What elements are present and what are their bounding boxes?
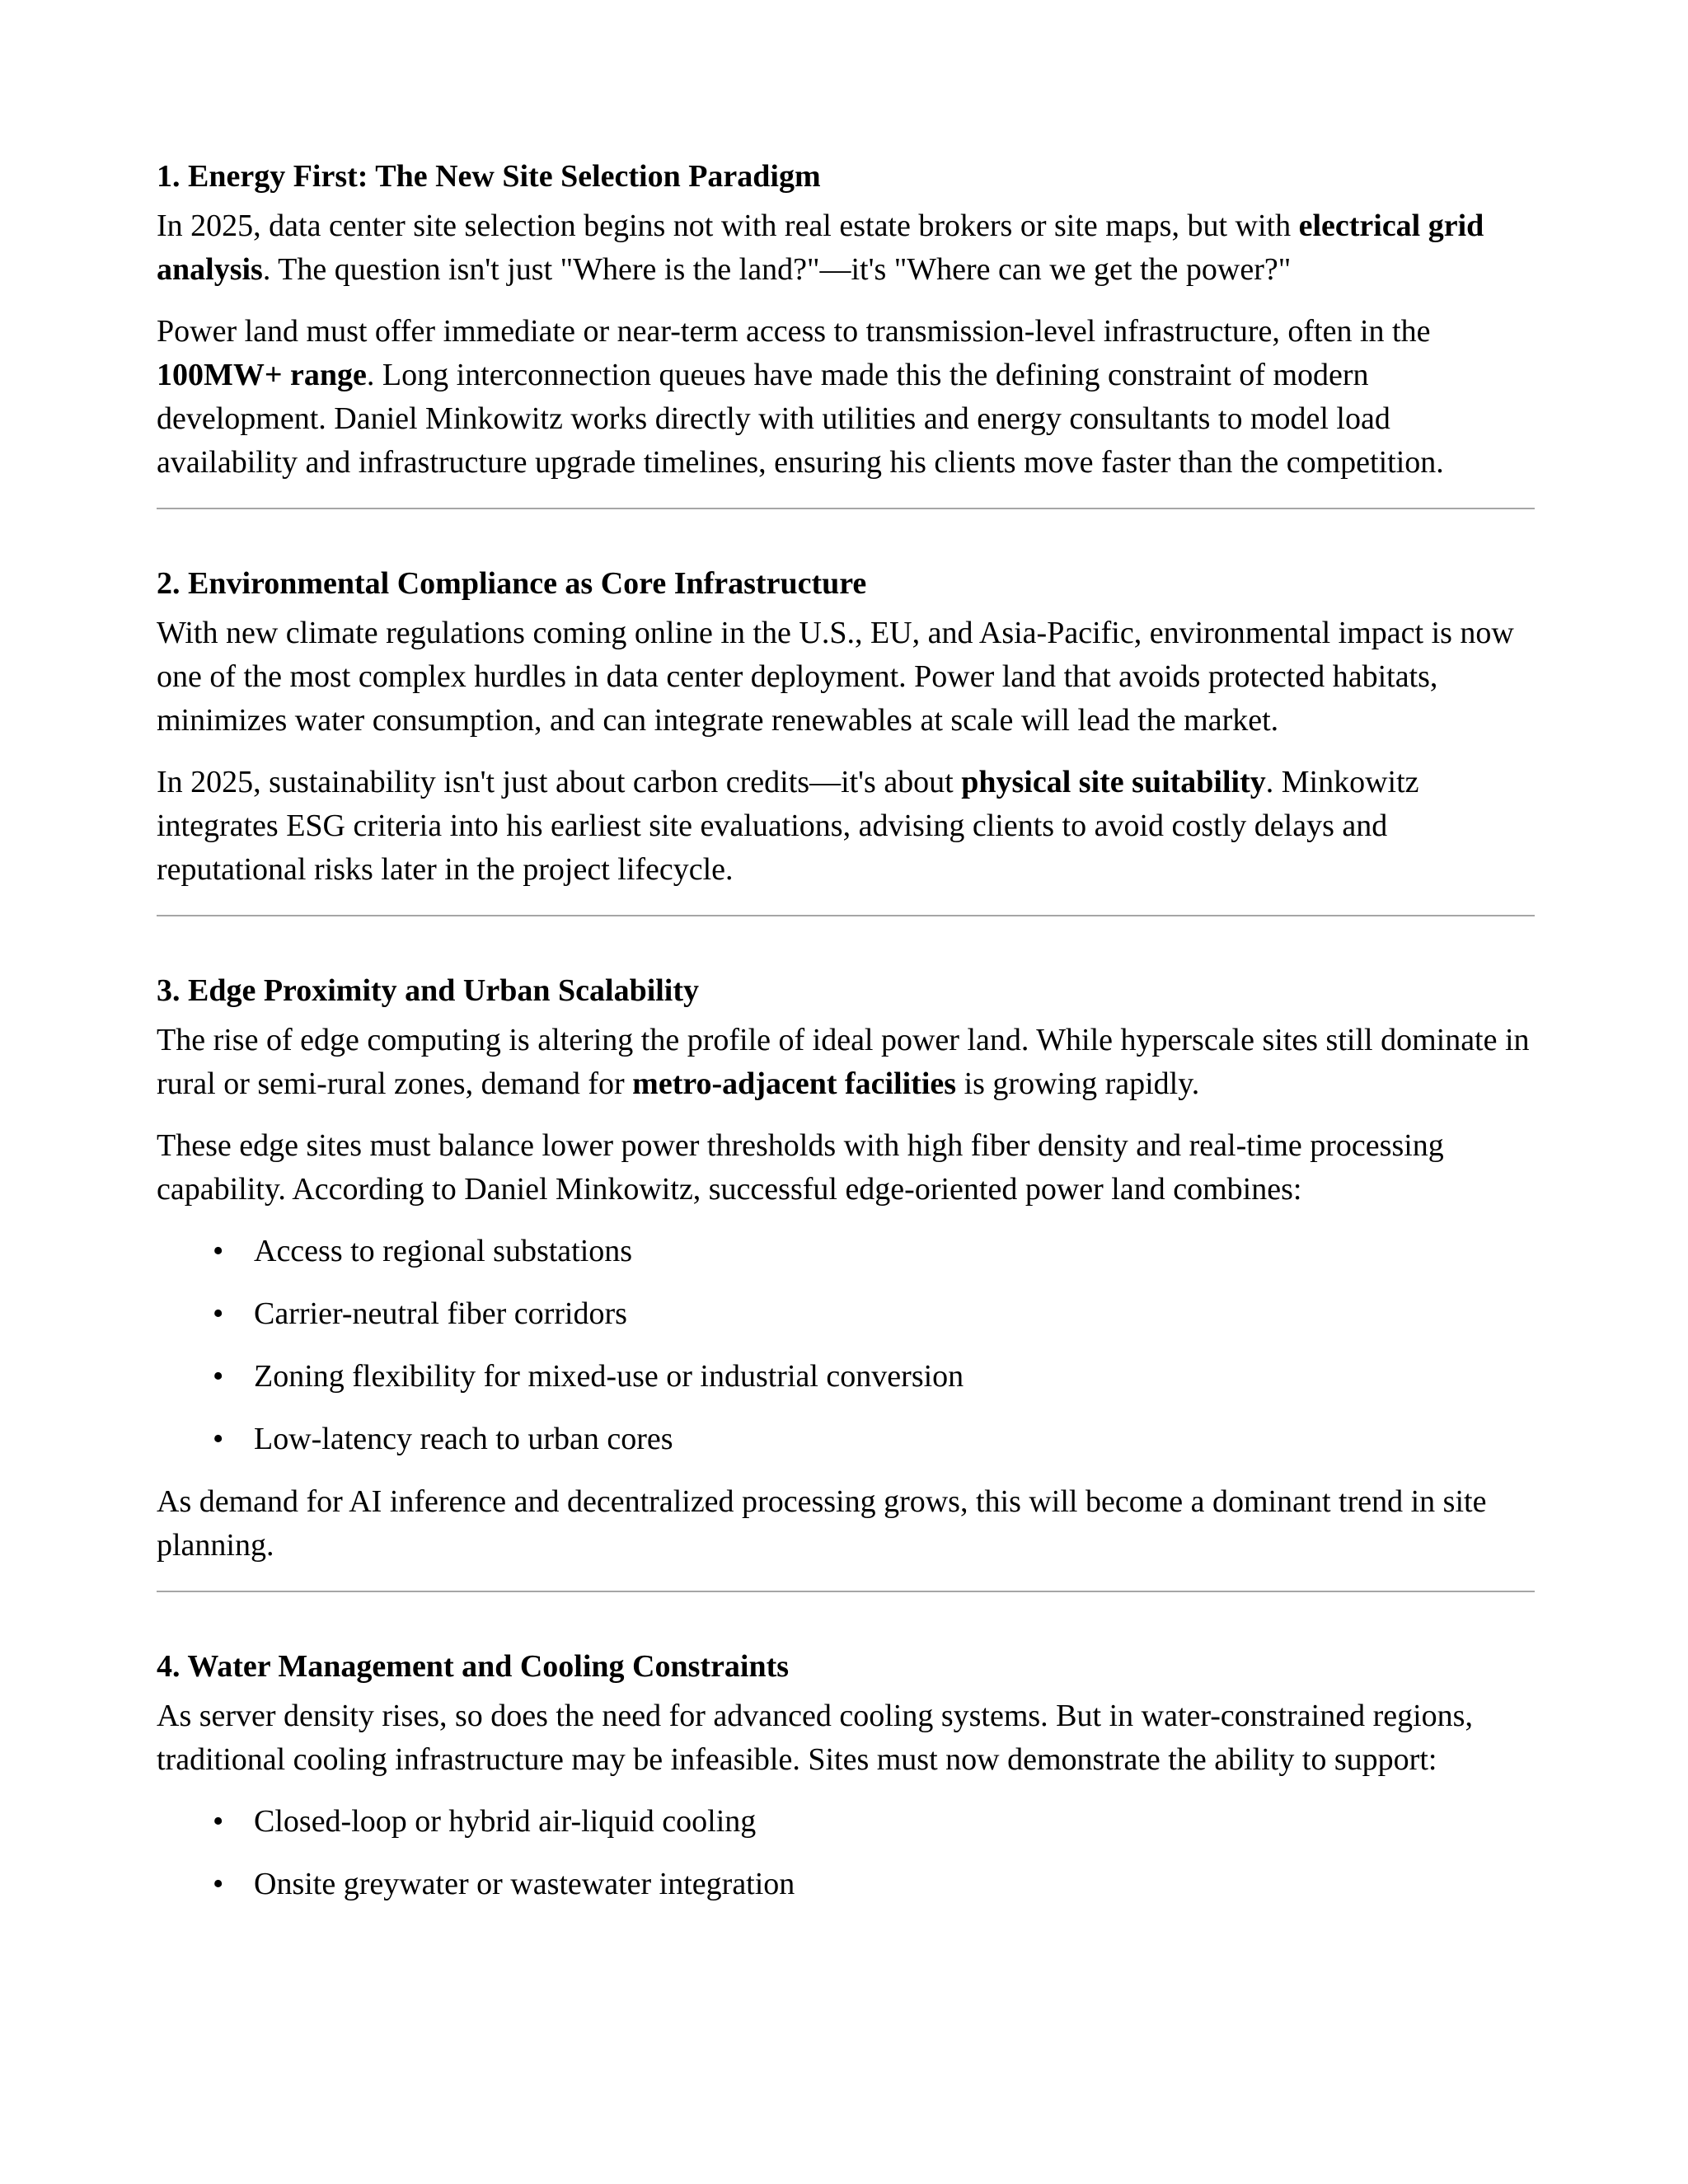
section-environmental-compliance [157, 564, 1535, 892]
list-item [157, 1800, 1535, 1844]
paragraph: As demand for AI inference and decentralized processing grows, this will become a dominant trend in site planning. [157, 1484, 1487, 1563]
paragraph [157, 1019, 1535, 1106]
list-item [157, 1292, 1535, 1336]
section-energy-first [157, 157, 1535, 485]
paragraph: These edge sites must balance lower power thresholds with high fiber density and real-time processing capability. According to Daniel Minkowitz, successful edge-oriented power land combines: [157, 1128, 1444, 1207]
paragraph [157, 310, 1535, 485]
list-item-text: Access to regional substations [254, 1234, 633, 1268]
paragraph: With new climate regulations coming online in the U.S., EU, and Asia-Pacific, environmental impact is now one of the most complex hurdles in data center deployment. Power land that avoids protected habitats, minimizes water consumption, and can integrate renewables at scale will lead the market. [157, 616, 1514, 738]
paragraph-text: In 2025, data center site selection begins not with real estate brokers or site maps, but with [157, 209, 1299, 243]
bold-phrase: 100MW+ range [157, 358, 367, 392]
paragraph-text: In 2025, sustainability isn't just about carbon credits—it's about [157, 765, 962, 799]
list-item-text: Onsite greywater or wastewater integration [254, 1867, 795, 1901]
paragraph [157, 761, 1535, 892]
paragraph-text: . Long interconnection queues have made this the defining constraint of modern development. Daniel Minkowitz works directly with utilities and energy consultants to model load availability and infrastructure upgrade timelines, ensuring his clients move faster than the competition. [157, 358, 1444, 480]
paragraph-text: is growing rapidly. [956, 1066, 1200, 1101]
bullet-icon: • [213, 1296, 224, 1331]
bold-phrase: physical site suitability [961, 765, 1266, 799]
list-item-text: Low-latency reach to urban cores [254, 1422, 673, 1456]
list-item [157, 1418, 1535, 1461]
list-item [157, 1355, 1535, 1399]
bullet-icon: • [213, 1422, 224, 1456]
bullet-list [157, 1230, 1535, 1461]
section-heading: 3. Edge Proximity and Urban Scalability [157, 973, 700, 1008]
list-item-text: Closed-loop or hybrid air-liquid cooling [254, 1804, 757, 1839]
section-heading: 2. Environmental Compliance as Core Infrastructure [157, 566, 867, 601]
section-edge-proximity [157, 971, 1535, 1568]
paragraph-text: Power land must offer immediate or near-term access to transmission-level infrastructure, often in the [157, 314, 1431, 349]
section-divider [157, 508, 1535, 509]
document-page [157, 157, 1535, 1925]
section-divider [157, 915, 1535, 916]
paragraph: As server density rises, so does the need for advanced cooling systems. But in water-constrained regions, traditional cooling infrastructure may be infeasible. Sites must now demonstrate the ability to support: [157, 1699, 1473, 1777]
bullet-list [157, 1800, 1535, 1906]
bold-phrase: electrical grid analysis [157, 209, 1484, 287]
list-item [157, 1230, 1535, 1273]
section-water-management [157, 1647, 1535, 1906]
list-item-text: Carrier-neutral fiber corridors [254, 1296, 627, 1331]
paragraph-text: . Minkowitz integrates ESG criteria into his earliest site evaluations, advising clients to avoid costly delays and reputational risks later in the project lifecycle. [157, 765, 1419, 887]
section-divider [157, 1591, 1535, 1592]
bullet-icon: • [213, 1359, 224, 1394]
bullet-icon: • [213, 1234, 224, 1268]
bullet-icon: • [213, 1867, 224, 1901]
paragraph-text: The rise of edge computing is altering the profile of ideal power land. While hyperscale sites still dominate in rural or semi-rural zones, demand for [157, 1023, 1530, 1101]
section-heading: 1. Energy First: The New Site Selection Paradigm [157, 159, 821, 194]
bullet-icon: • [213, 1804, 224, 1839]
list-item-text: Zoning flexibility for mixed-use or industrial conversion [254, 1359, 964, 1394]
bold-phrase: metro-adjacent facilities [632, 1066, 957, 1101]
section-heading: 4. Water Management and Cooling Constraints [157, 1649, 790, 1684]
paragraph [157, 204, 1535, 292]
paragraph-text: . The question isn't just "Where is the land?"—it's "Where can we get the power?" [262, 252, 1292, 287]
list-item [157, 1863, 1535, 1906]
